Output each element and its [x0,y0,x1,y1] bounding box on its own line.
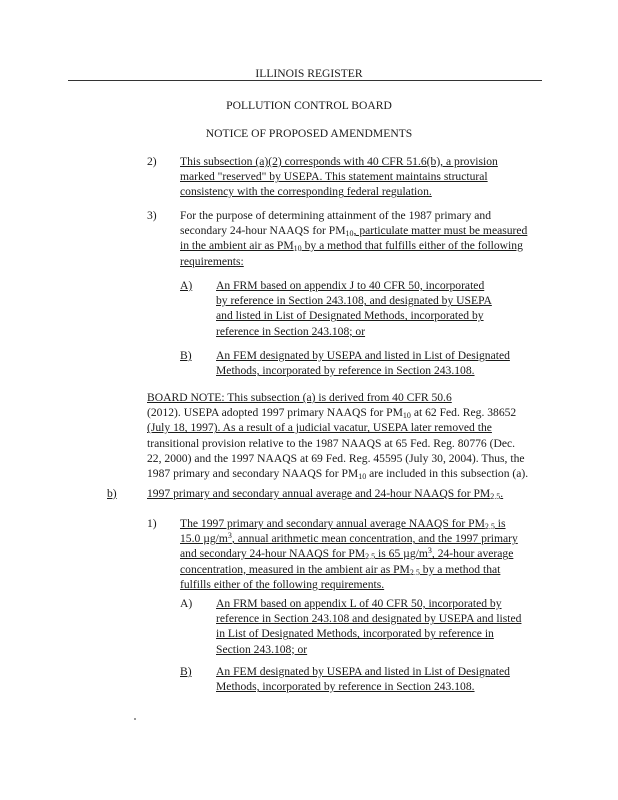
text-line: and listed in List of Designated Methods, incorporated by [216,309,484,323]
text-line: BOARD NOTE: This subsection (a) is derived from 40 CFR 50.6 [147,391,452,404]
subsection-3a-number: A) [180,279,193,292]
subsection-b1a-number: A) [180,597,193,610]
notice-title: NOTICE OF PROPOSED AMENDMENTS [205,127,413,140]
text-line: and secondary 24-hour NAAQS for $PM_{2.5}$ is 65 $\mu g/m^3$, 24-hour average [180,546,514,562]
text-line: requirements: [180,254,244,268]
text-line: transitional provision relative to the 1987 NAAQS at 65 Fed. Reg. 80776 (Dec. [147,436,516,450]
text-line: For the purpose of determining attainment of the 1987 primary and [180,209,492,222]
subsection-b1a-text [216,596,521,657]
text-line: 15.0 $\mu g/m^3$, annual arithmetic mean concentration, and the 1997 primary [180,531,518,546]
text-line: An FRM based on appendix L of 40 CFR 50, incorporated by [216,597,502,610]
text-line: fulfills either of the following requirements. [180,577,385,591]
text-line: reference in Section 243.108 and designated by USEPA and listed [216,612,522,626]
subsection-b1b-text [216,664,510,694]
text-line: An FEM designated by USEPA and listed in List of Designated [216,665,510,678]
subsection-2-text [180,154,498,200]
text-line: secondary 24-hour NAAQS for $PM_{10}$, particulate matter must be measured [180,224,528,239]
scan-speck [134,718,136,720]
subsection-3a-text [216,278,492,339]
text-line: 22, 2000) and the 1997 NAAQS at 69 Fed. Reg. 45595 (July 30, 2004). Thus, the [147,451,525,465]
text-line: (2012). USEPA adopted 1997 primary NAAQS for $PM_{10}$ at 62 Fed. Reg. 38652 [147,406,517,421]
text-line: 1997 primary and secondary annual average and 24-hour NAAQS for $PM_{2.5}$. [147,487,504,501]
header-rule [68,80,542,81]
text-line: reference in Section 243.108; or [216,324,366,338]
text-line: Methods, incorporated by reference in Section 243.108. [216,364,475,378]
subsection-3-number: 3) [147,209,157,222]
text-line: consistency with the corresponding federal regulation. [180,185,432,199]
subsection-3b-number: B) [180,349,192,362]
board-note [147,390,528,481]
text-line: in the ambient air as $PM_{10}$ by a method that fulfills either of the following [180,239,523,254]
subsection-b-heading [147,486,503,501]
text-line: The 1997 primary and secondary annual average NAAQS for $PM_{2.5}$ is [180,517,506,531]
text-line: in List of Designated Methods, incorporated by reference in [216,627,494,641]
text-line: marked "reserved" by USEPA. This statement maintains structural [180,170,488,184]
board-title: POLLUTION CONTROL BOARD [226,99,392,112]
text-line: An FRM based on appendix J to 40 CFR 50, incorporated [216,279,485,292]
text-line: concentration, measured in the ambient air as $PM_{2.5}$ by a method that [180,562,501,577]
subsection-b1-text [180,516,518,592]
subsection-3-text [180,208,527,269]
text-line: Section 243.108; or [216,642,308,656]
text-line: (July 18, 1997). As a result of a judicial vacatur, USEPA later removed the [147,421,492,435]
subsection-b1-number: 1) [147,517,157,530]
register-title: ILLINOIS REGISTER [255,67,363,80]
text-line: An FEM designated by USEPA and listed in List of Designated [216,349,510,362]
text-line: 1987 primary and secondary NAAQS for $PM_{10}$ are included in this subsection (a). [147,467,529,482]
text-line: by reference in Section 243.108, and designated by USEPA [216,294,492,308]
text-line: This subsection (a)(2) corresponds with 40 CFR 51.6(b), a provision [180,155,498,168]
subsection-3b-text [216,348,510,378]
subsection-b-number: b) [107,487,117,500]
subsection-b1b-number: B) [180,665,192,678]
text-line: Methods, incorporated by reference in Section 243.108. [216,680,475,694]
subsection-2-number: 2) [147,155,157,168]
